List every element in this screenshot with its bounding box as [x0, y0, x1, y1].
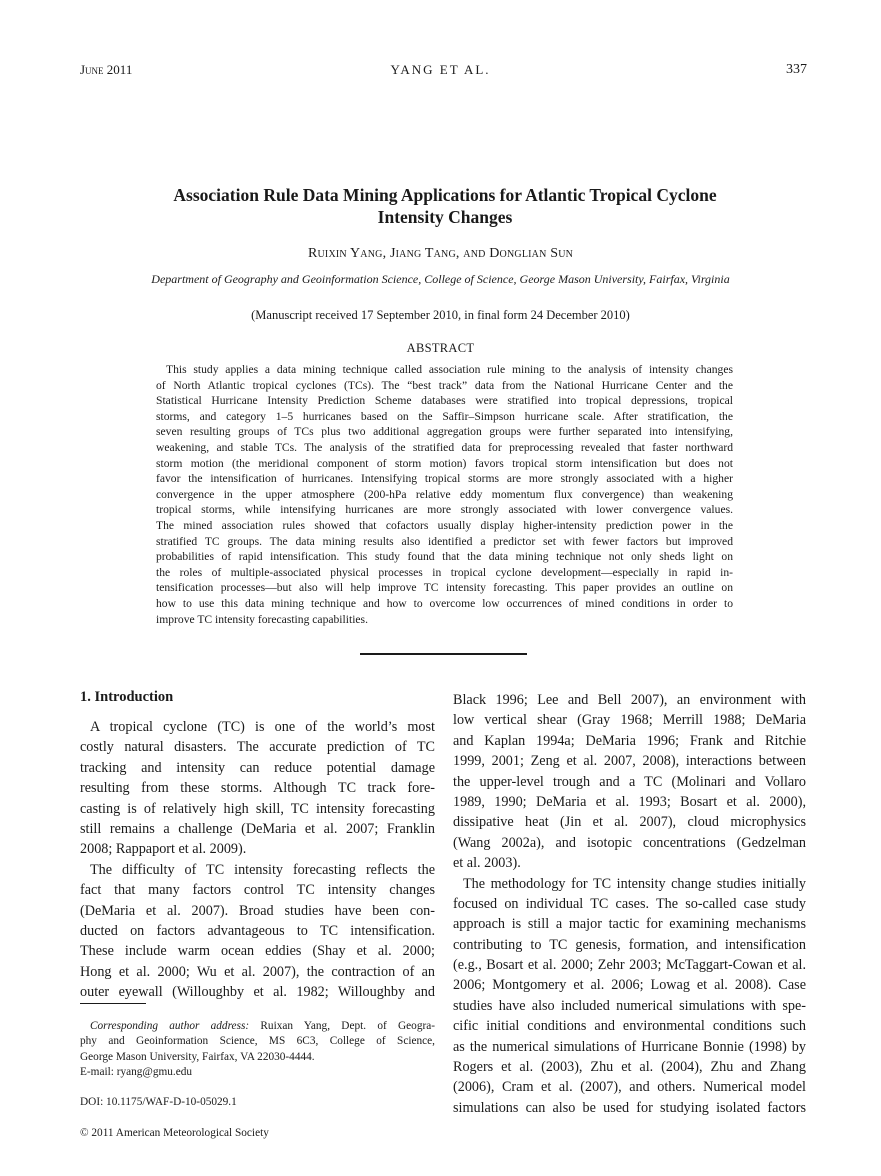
abstract-line: This study applies a data mining technique called association rule mining to the analysis of intensity changes [166, 363, 733, 376]
abstract-heading: ABSTRACT [406, 341, 475, 355]
article-title-line-1: Association Rule Data Mining Applications for Atlantic Tropical Cyclone [173, 185, 717, 205]
section-heading-introduction: 1. Introduction [80, 689, 174, 705]
body-line: A tropical cyclone (TC) is one of the world’s most [90, 719, 435, 735]
abstract-line: stratified TC groups. The data mining results also identified a predictor set with fewer factors but improved [156, 534, 733, 548]
abstract-line: seven resulting groups of TCs plus two additional aggregation groups were further separated into intensifying, [156, 425, 733, 439]
footnote-line-1-text: Ruixan Yang, Dept. of Geogra- [249, 1020, 436, 1032]
abstract-line: probabilities of rapid intensification. This study found that the data mining technique not only sheds light on [156, 550, 733, 564]
body-line: Rogers et al. (2003), Zhu et al. (2004), Zhu and Zhang [453, 1059, 806, 1076]
body-line: (2006), Cram et al. (2007), and others. Numerical model [453, 1079, 806, 1096]
abstract-line: improve TC intensity forecasting capabilities. [156, 612, 368, 626]
author-affiliation: Department of Geography and Geoinformation Science, College of Science, George Mason University, Fairfax, Virginia [151, 272, 730, 286]
footnote-line: phy and Geoinformation Science, MS 6C3, College of Science, [80, 1035, 435, 1048]
body-line: low vertical shear (Gray 1968; Merrill 1988; DeMaria [453, 712, 806, 729]
body-line: outer eyewall (Willoughby et al. 1982; Willoughby and [80, 984, 435, 1001]
body-line: Black 1996; Lee and Bell 2007), an environment with [453, 692, 806, 708]
body-line: 2006; Montgomery et al. 2006; Lowag et al. 2008). Case [453, 977, 806, 994]
body-line: still remains a challenge (DeMaria et al. 2007; Franklin [80, 820, 435, 837]
body-line: (DeMaria et al. 2007). Broad studies have been con- [80, 902, 435, 919]
copyright-notice: © 2011 American Meteorological Society [80, 1127, 269, 1139]
article-authors: Ruixin Yang, Jiang Tang, and Donglian Sun [307, 246, 574, 261]
body-line: focused on individual TC cases. The so-called case study [453, 895, 806, 912]
abstract-line: The mined association rules showed that cofactors usually display higher-intensity prediction power in the [156, 518, 733, 532]
abstract-divider [360, 653, 527, 655]
body-line: 1989, 1990; DeMaria et al. 1993; Bosart et al. 2000), [453, 793, 806, 810]
abstract-line: the roles of multiple-associated physical processes in tropical cyclone development—especially in rapid in- [156, 565, 733, 579]
manuscript-dates: (Manuscript received 17 September 2010, in final form 24 December 2010) [251, 308, 630, 322]
abstract-line: tropical storms, while intensifying hurricanes are more strongly associated with lower convergence values. [156, 503, 733, 517]
body-line: Hong et al. 2000; Wu et al. 2007), the contraction of an [80, 963, 435, 980]
body-line: These include warm ocean eddies (Shay et al. 2000; [80, 943, 435, 960]
body-line: studies have also included numerical simulations with spe- [453, 997, 806, 1014]
author-email[interactable]: E-mail: ryang@gmu.edu [80, 1066, 193, 1079]
page-number: 337 [786, 62, 807, 77]
abstract-line: how to use this data mining technique and how to overcome low occurrences of mined conditions in order to [156, 596, 733, 610]
abstract-line: favor the intensification of hurricanes. Intensifying tropical storms are more strongly associated with a higher [156, 472, 733, 486]
right-column-text [453, 690, 806, 1118]
body-line: 2008; Rappaport et al. 2009). [80, 841, 247, 858]
body-line: casting is of relatively high skill, TC intensity forecasting [80, 800, 435, 817]
body-line: and Kaplan 1994a; DeMaria 1996; Frank and Ritchie [453, 732, 806, 749]
article-title-line-2: Intensity Changes [377, 207, 513, 227]
body-line: tracking and intensity can reduce potential damage [80, 759, 435, 776]
corresponding-author-footnote [80, 1019, 435, 1081]
body-line: approach is still a major tactic for examining mechanisms [453, 916, 806, 933]
footnote-line [80, 1019, 435, 1034]
abstract-line: weakening, and stable TCs. The analysis of the stratified data for preprocessing revealed that faster northward [156, 440, 733, 454]
body-line: et al. 2003). [453, 855, 521, 872]
running-header-authors: YANG ET AL. [390, 62, 491, 77]
abstract-line: of North Atlantic tropical cyclones (TCs). The “best track” data from the National Hurricane Center and the [156, 378, 733, 392]
abstract-line: storms, and category 1–5 hurricanes based on the Saffir–Simpson hurricane scale. After stratification, the [156, 409, 733, 423]
footnote-divider [80, 1003, 146, 1004]
body-line: The methodology for TC intensity change studies initially [463, 875, 806, 892]
abstract-line: tensification processes—but also will help improve TC intensity forecasting. This paper provides an outline on [156, 581, 733, 595]
body-line: fact that many factors control TC intensity changes [80, 882, 435, 899]
body-line: The difficulty of TC intensity forecasting reflects the [90, 861, 435, 878]
abstract-line: storm motion (the meridional component of storm motion) favors tropical storm intensification but does not [156, 456, 733, 470]
abstract-line: convergence in the upper atmosphere (200-hPa relative eddy momentum flux convergence) than weakening [156, 487, 733, 501]
article-title [100, 184, 790, 228]
body-line: costly natural disasters. The accurate prediction of TC [80, 739, 435, 756]
doi[interactable]: DOI: 10.1175/WAF-D-10-05029.1 [80, 1096, 237, 1108]
body-line: the upper-level trough and a TC (Molinari and Vollaro [453, 773, 806, 790]
body-line: contributing to TC genesis, formation, and intensification [453, 936, 806, 953]
footnote-label: Corresponding author address: [90, 1020, 250, 1032]
body-line: ducted on factors advantageous to TC intensification. [80, 922, 435, 939]
body-line: cific initial conditions and environmental conditions such [453, 1018, 806, 1035]
body-line: simulations can also be used for studying isolated factors [453, 1099, 806, 1116]
body-line: resulting from these storms. Although TC track fore- [80, 780, 435, 797]
body-line: (e.g., Bosart et al. 2000; Zehr 2003; McTaggart-Cowan et al. [453, 957, 806, 974]
abstract-body [156, 362, 733, 627]
footnote-line: George Mason University, Fairfax, VA 22030-4444. [80, 1050, 315, 1063]
abstract-line: Statistical Hurricane Intensity Prediction Scheme databases were stratified into tropical depressions, tropical [156, 394, 733, 408]
body-line: (Wang 2002a), and isotopic concentrations (Gedzelman [453, 834, 806, 851]
left-column-text [80, 717, 435, 1002]
body-line: dissipative heat (Jin et al. 2007), cloud microphysics [453, 814, 806, 831]
body-line: as the numerical simulations of Hurricane Bonnie (1998) by [453, 1038, 806, 1055]
body-line: 1999, 2001; Zeng et al. 2007, 2008), interactions between [453, 753, 806, 770]
running-header-date: June 2011 [80, 62, 133, 77]
